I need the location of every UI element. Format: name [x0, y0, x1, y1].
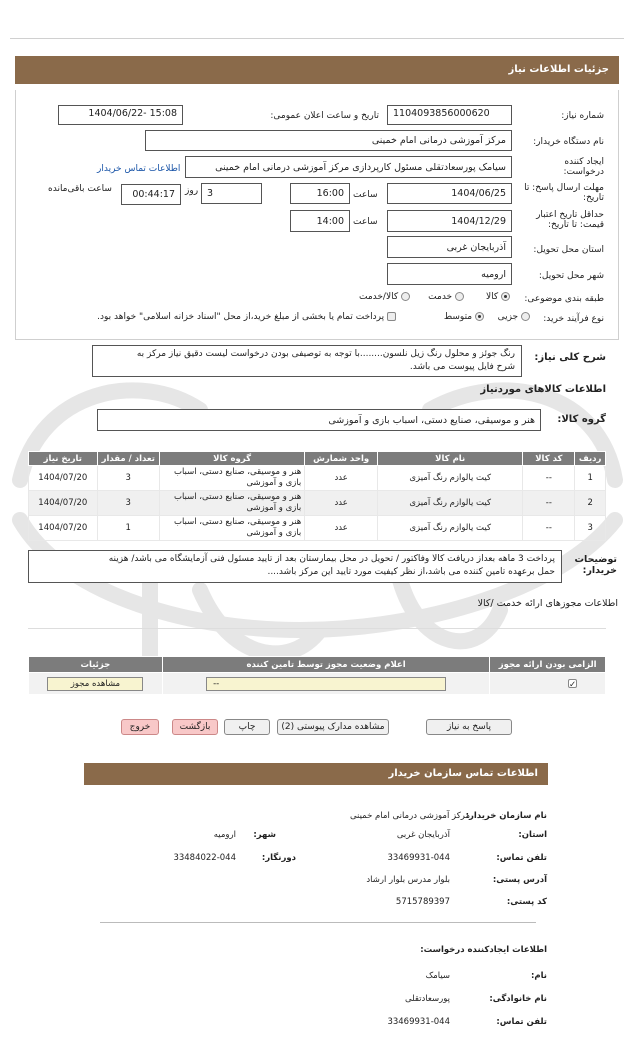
creator-field: سیامک پورسعادتقلی مسئول کارپردازی مرکز آموزشی درمانی امام خمینی	[185, 156, 512, 178]
top-divider	[10, 38, 624, 39]
respond-button[interactable]: پاسخ به نیاز	[426, 719, 512, 735]
cell-name: کیت یالوازم رنگ آمیزی	[377, 466, 522, 491]
category-label: طبقه بندی موضوعی:	[524, 294, 604, 304]
cell-code: --	[523, 466, 575, 491]
summary-line-2: شرح فایل پیوست می باشد.	[409, 362, 515, 372]
creator-phone-value: 33469931-044	[387, 1017, 450, 1027]
purchase-minor-option[interactable]: جزیی	[498, 312, 530, 322]
permit-details-cell	[29, 673, 163, 695]
checkbox-icon	[387, 312, 396, 321]
cell-unit: عدد	[305, 516, 378, 541]
cell-index: 3	[575, 516, 606, 541]
contact-postal-label: کد پستی:	[506, 897, 547, 907]
need-number-field: 1104093856000620	[387, 105, 512, 125]
permits-divider	[28, 628, 606, 629]
category-service-option[interactable]: خدمت	[428, 292, 464, 302]
summary-label: شرح کلی نیاز:	[534, 352, 606, 363]
contact-city-label: شهر:	[253, 830, 276, 840]
exit-button[interactable]: خروج	[121, 719, 159, 735]
buyer-notes-line-1: پرداخت 3 ماهه بعداز دریافت کالا وفاکتور / تحویل در محل بیمارستان بعد از تایید مسئول فنی آزمایشگاه می باشد/ هزینه	[108, 554, 555, 564]
creator-name-label: نام:	[530, 971, 547, 981]
back-button[interactable]: بازگشت	[172, 719, 218, 735]
buyer-org-field: مرکز آموزشی درمانی امام خمینی	[145, 130, 512, 151]
col-group: گروه کالا	[159, 452, 304, 466]
col-permit-required: الزامی بودن ارائه مجوز	[490, 657, 606, 673]
buyer-notes-label: توضیحات خریدار:	[574, 554, 617, 576]
table-row	[29, 516, 606, 541]
checkbox-checked-icon: ✓	[569, 679, 577, 690]
cell-unit: عدد	[305, 466, 378, 491]
buyer-notes-field	[28, 550, 562, 583]
validity-date-field: 1404/12/29	[387, 210, 512, 232]
attachments-button[interactable]: مشاهده مدارک پیوستی (2)	[277, 719, 389, 735]
treasury-option[interactable]: پرداخت تمام یا بخشی از مبلغ خرید،از محل "اسناد خزانه اسلامی" خواهد بود.	[97, 312, 396, 322]
remaining-time-field: 00:44:17	[121, 184, 181, 205]
cell-group: هنر و موسیقی، صنایع دستی، اسباب بازی و آموزشی	[159, 516, 304, 541]
purchase-type-label: نوع فرآیند خرید:	[543, 314, 604, 324]
announce-date-field: 1404/06/22- 15:08	[58, 105, 183, 125]
radio-selected-icon	[475, 312, 484, 321]
creator-phone-label: تلفن تماس:	[496, 1017, 547, 1027]
days-label: روز	[185, 186, 199, 196]
goods-group-label: گروه کالا:	[557, 414, 606, 425]
items-table	[28, 451, 606, 541]
city-field: ارومیه	[387, 263, 512, 285]
deadline-time-field: 16:00	[290, 183, 350, 204]
buyer-contact-link[interactable]: اطلاعات تماس خریدار	[97, 164, 181, 174]
contact-header: اطلاعات تماس سازمان خریدار	[84, 763, 548, 785]
buyer-org-label: نام دستگاه خریدار:	[533, 137, 604, 147]
contact-province-value: آذربایجان غربی	[396, 830, 450, 840]
permit-required-cell	[490, 673, 606, 695]
radio-icon	[401, 292, 410, 301]
col-index: ردیف	[575, 452, 606, 466]
cell-code: --	[523, 516, 575, 541]
col-permit-status: اعلام وضعیت مجوز توسط تامین کننده	[162, 657, 490, 673]
cell-index: 1	[575, 466, 606, 491]
cell-date: 1404/07/20	[29, 466, 98, 491]
goods-info-title: اطلاعات کالاهای موردنیاز	[480, 384, 606, 395]
contact-address-label: آدرس پستی:	[492, 875, 547, 885]
province-label: استان محل تحویل:	[533, 245, 604, 255]
creator-label: ایجاد کننده درخواست:	[563, 157, 604, 177]
deadline-date-field: 1404/06/25	[387, 183, 512, 204]
radio-icon	[521, 312, 530, 321]
permit-status-cell	[162, 673, 490, 695]
contact-phone-label: تلفن تماس:	[496, 853, 547, 863]
col-qty: تعداد / مقدار	[97, 452, 159, 466]
province-field: آذربایجان غربی	[387, 236, 512, 258]
contact-divider	[100, 922, 536, 923]
cell-qty: 1	[97, 516, 159, 541]
col-permit-details: جزئیات	[29, 657, 163, 673]
col-date: تاریخ نیاز	[29, 452, 98, 466]
remaining-label: ساعت باقی‌مانده	[48, 184, 112, 194]
cell-date: 1404/07/20	[29, 516, 98, 541]
col-unit: واحد شمارش	[305, 452, 378, 466]
col-name: نام کالا	[377, 452, 522, 466]
col-code: کد کالا	[523, 452, 575, 466]
permits-table	[28, 656, 606, 695]
contact-phone-value: 33469931-044	[387, 853, 450, 863]
announce-label: تاریخ و ساعت اعلان عمومی:	[270, 111, 379, 121]
need-number-label: شماره نیاز:	[561, 111, 604, 121]
cell-group: هنر و موسیقی، صنایع دستی، اسباب بازی و آموزشی	[159, 491, 304, 516]
contact-fax-value: 33484022-044	[173, 853, 236, 863]
contact-fax-label: دورنگار:	[261, 853, 296, 863]
table-row	[29, 673, 606, 695]
creator-name-value: سیامک	[425, 971, 450, 981]
days-field: 3	[201, 183, 262, 204]
cell-qty: 3	[97, 491, 159, 516]
contact-city-value: ارومیه	[213, 830, 236, 840]
radio-icon	[455, 292, 464, 301]
validity-time-label: ساعت	[353, 217, 378, 227]
table-row	[29, 466, 606, 491]
cell-unit: عدد	[305, 491, 378, 516]
cell-index: 2	[575, 491, 606, 516]
cell-qty: 3	[97, 466, 159, 491]
table-row	[29, 491, 606, 516]
cell-name: کیت یالوازم رنگ آمیزی	[377, 491, 522, 516]
contact-province-label: استان:	[518, 830, 547, 840]
cell-group: هنر و موسیقی، صنایع دستی، اسباب بازی و آموزشی	[159, 466, 304, 491]
page-header: جزئیات اطلاعات نیاز	[15, 56, 619, 84]
contact-postal-value: 5715789397	[395, 897, 450, 907]
permits-title: اطلاعات مجوزهای ارائه خدمت /کالا	[477, 598, 618, 609]
cell-date: 1404/07/20	[29, 491, 98, 516]
purchase-medium-option[interactable]: متوسط	[444, 312, 484, 322]
validity-label: حداقل تاریخ اعتبار قیمت: تا تاریخ:	[536, 210, 604, 230]
category-goods-option[interactable]: کالا	[486, 292, 510, 302]
category-both-option[interactable]: کالا/خدمت	[359, 292, 410, 302]
summary-line-1: رنگ جوئز و محلول رنگ زیل نلسون........با توجه به توصیفی بودن درخواست لیست دقیق نیاز مرکز به	[136, 349, 515, 359]
summary-field	[92, 345, 522, 377]
creator-info-title: اطلاعات ایجادکننده درخواست:	[420, 945, 547, 955]
cell-name: کیت یالوازم رنگ آمیزی	[377, 516, 522, 541]
print-button[interactable]: چاپ	[224, 719, 270, 735]
validity-time-field: 14:00	[290, 210, 350, 232]
permit-status-field: --	[206, 677, 446, 691]
buyer-notes-line-2: حمل برعهده تامین کننده می باشد،از نظر کیفیت مورد تایید این مرکز باشد....	[267, 567, 555, 577]
city-label: شهر محل تحویل:	[538, 271, 604, 281]
goods-group-field: هنر و موسیقی، صنایع دستی، اسباب بازی و آموزشی	[97, 409, 541, 431]
deadline-label: مهلت ارسال پاسخ: تا تاریخ:	[524, 183, 604, 203]
cell-code: --	[523, 491, 575, 516]
contact-org-label: نام سازمان خریدار:	[465, 811, 547, 821]
deadline-time-label: ساعت	[353, 190, 378, 200]
view-permit-button[interactable]: مشاهده مجوز	[47, 677, 143, 691]
creator-family-label: نام خانوادگی:	[489, 994, 547, 1004]
contact-org-value: مرکز آموزشی درمانی امام خمینی	[349, 811, 470, 821]
radio-selected-icon	[501, 292, 510, 301]
creator-family-value: پورسعادتقلی	[404, 994, 450, 1004]
contact-address-value: بلوار مدرس بلوار ارشاد	[366, 875, 450, 885]
